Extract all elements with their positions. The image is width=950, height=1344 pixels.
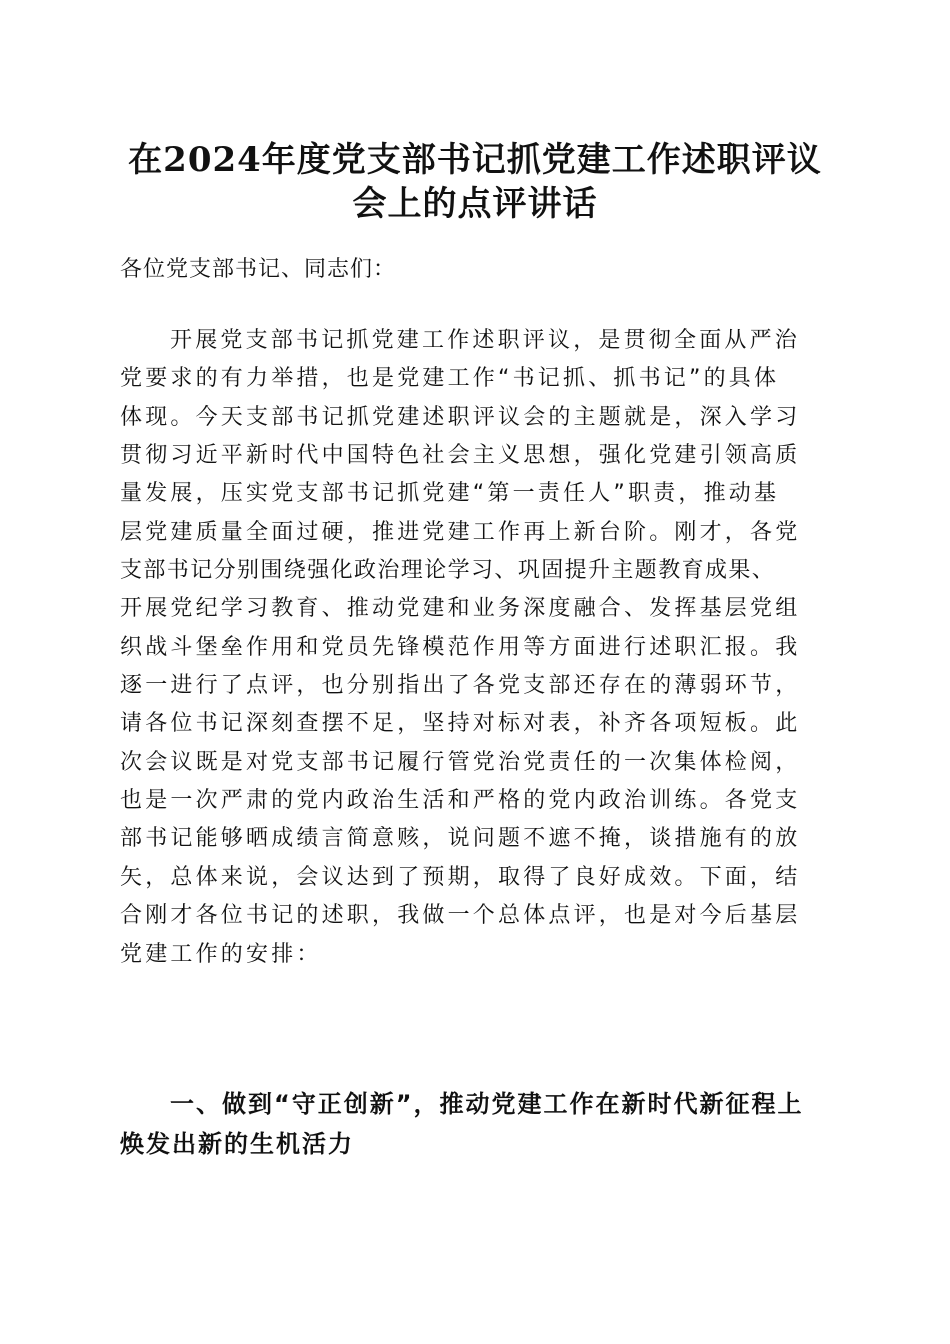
paragraph-line: 请各位书记深刻查摆不足，坚持对标对表，补齐各项短板。此 — [120, 711, 801, 737]
paragraph-line: 合刚才各位书记的述职，我做一个总体点评，也是对今后基层 — [120, 903, 801, 929]
paragraph-line: 矢，总体来说，会议达到了预期，取得了良好成效。下面，结 — [120, 864, 801, 890]
paragraph-line: 部书记能够晒成绩言简意赅，说问题不遮不掩，谈措施有的放 — [120, 826, 801, 852]
paragraph-line: 量发展，压实党支部书记抓党建“第一责任人”职责，推动基 — [120, 481, 780, 507]
paragraph-line: 次会议既是对党支部书记履行管党治党责任的一次集体检阅， — [120, 749, 801, 775]
paragraph-line: 开展党支部书记抓党建工作述职评议，是贯彻全面从严治 — [170, 328, 801, 353]
salutation: 各位党支部书记、同志们： — [120, 257, 397, 282]
paragraph-line: 织战斗堡垒作用和党员先锋模范作用等方面进行述职汇报。我 — [120, 634, 801, 660]
paragraph-line: 体现。今天支部书记抓党建述职评议会的主题就是，深入学习 — [120, 404, 801, 430]
paragraph-line: 层党建质量全面过硬，推进党建工作再上新台阶。刚才，各党 — [120, 519, 801, 545]
section-heading-line-1: 一、做到“守正创新”，推动党建工作在新时代新征程上 — [170, 1090, 804, 1118]
paragraph-line: 党建工作的安排： — [120, 941, 322, 967]
section-heading-line-2: 焕发出新的生机活力 — [120, 1130, 354, 1158]
paragraph-line: 党要求的有力举措，也是党建工作“书记抓、抓书记”的具体 — [120, 366, 780, 392]
document-title-line-1: 在2024年度党支部书记抓党建工作述职评议 — [128, 140, 822, 180]
document-title-line-2: 会上的点评讲话 — [352, 184, 598, 224]
body-paragraph — [120, 322, 832, 974]
section-heading — [120, 1084, 804, 1164]
paragraph-line: 贯彻习近平新时代中国特色社会主义思想，强化党建引领高质 — [120, 443, 801, 469]
paragraph-line: 支部书记分别围绕强化政治理论学习、巩固提升主题教育成果、 — [120, 558, 776, 584]
paragraph-line: 也是一次严肃的党内政治生活和严格的党内政治训练。各党支 — [120, 788, 801, 814]
paragraph-line: 开展党纪学习教育、推动党建和业务深度融合、发挥基层党组 — [120, 596, 801, 622]
paragraph-line: 逐一进行了点评，也分别指出了各党支部还存在的薄弱环节， — [120, 673, 801, 699]
